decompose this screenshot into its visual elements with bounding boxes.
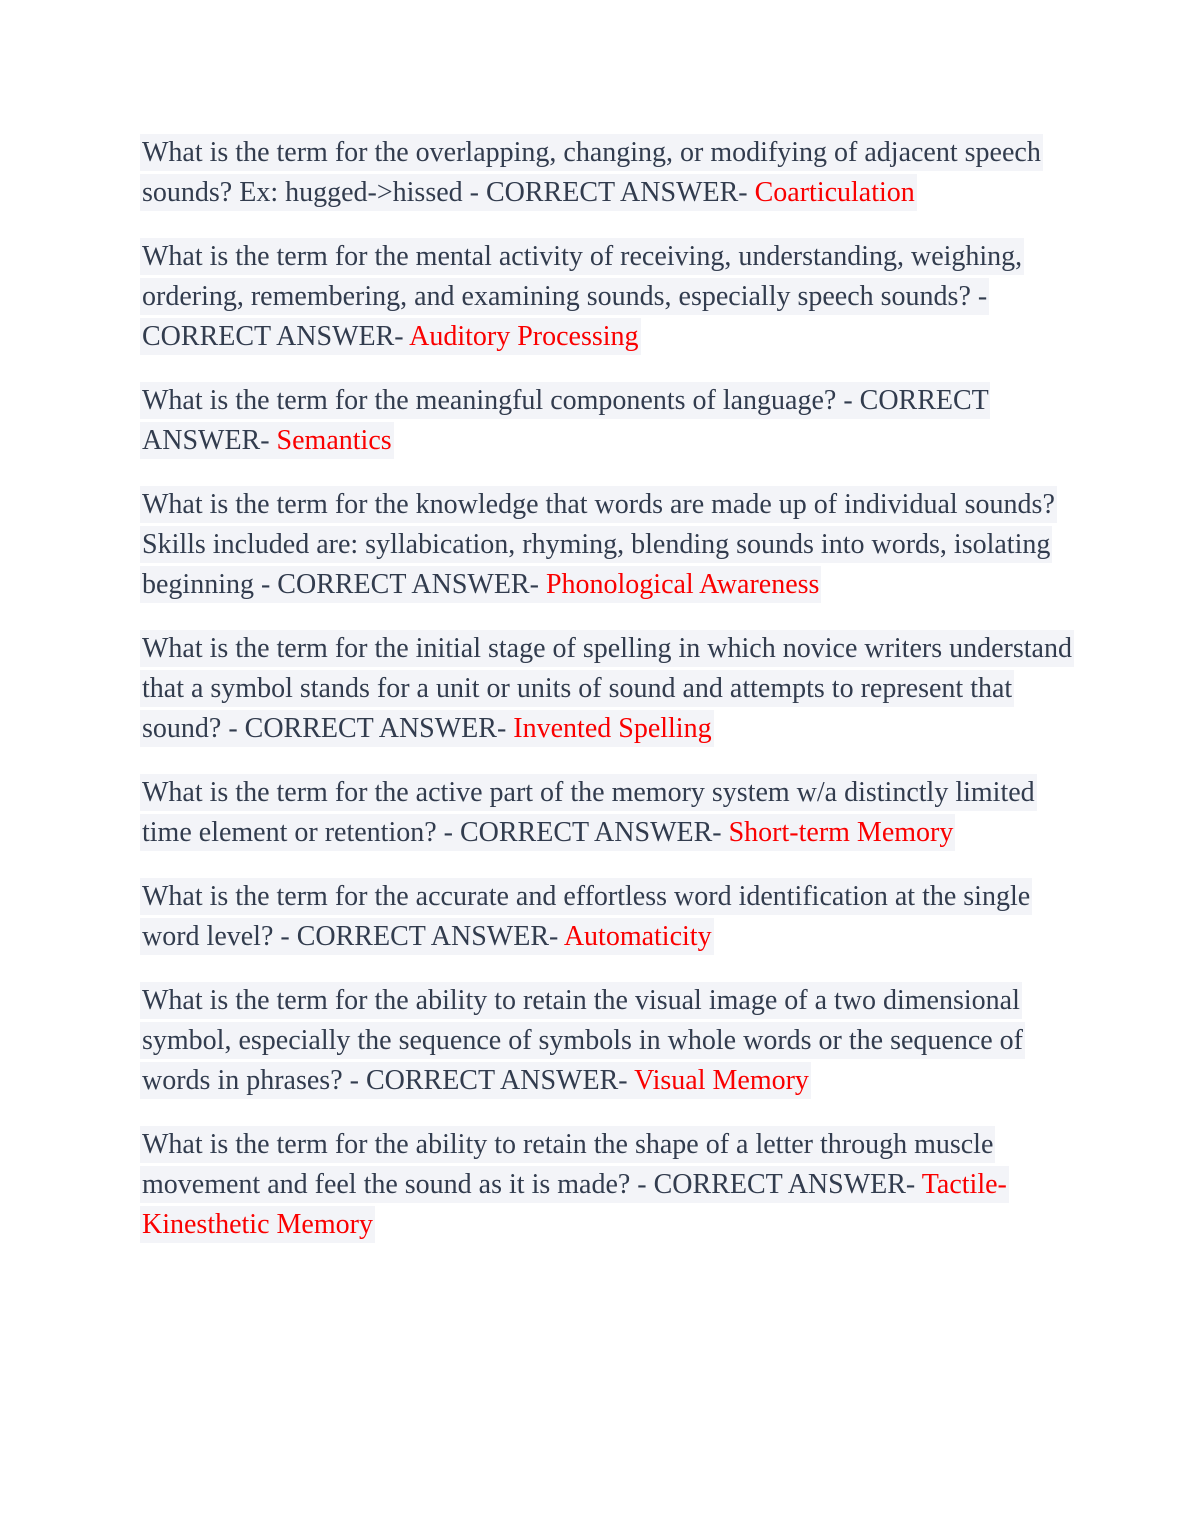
highlighted-text <box>140 982 1025 1099</box>
highlighted-text <box>140 774 1037 851</box>
answer-text: Invented Spelling <box>513 713 712 744</box>
highlighted-text <box>140 878 1032 955</box>
question-text: What is the term for the overlapping, changing, or modifying of adjacent speech sounds? Ex: hugged->hissed - CORRECT ANSWER- <box>142 137 1041 208</box>
document-content <box>140 133 1080 1245</box>
answer-text: Short-term Memory <box>728 817 954 848</box>
qa-item <box>140 773 1080 853</box>
answer-text: Coarticulation <box>754 177 915 208</box>
highlighted-text <box>140 134 1043 211</box>
qa-item <box>140 1125 1080 1245</box>
highlighted-text <box>140 382 990 459</box>
question-text: What is the term for the knowledge that words are made up of individual sounds? Skills included are: syllabication, rhyming, blending sounds into words, isolating beginning - CORRECT ANSWER- <box>142 489 1055 600</box>
answer-text: Visual Memory <box>634 1065 809 1096</box>
highlighted-text <box>140 486 1057 603</box>
question-text: What is the term for the accurate and effortless word identification at the single word level? - CORRECT ANSWER- <box>142 881 1031 952</box>
qa-item <box>140 133 1080 213</box>
qa-item <box>140 485 1080 605</box>
qa-item <box>140 981 1080 1101</box>
highlighted-text <box>140 1126 1009 1243</box>
answer-text: Phonological Awareness <box>545 569 820 600</box>
question-text: What is the term for the ability to retain the shape of a letter through muscle movement and feel the sound as it is made? - CORRECT ANSWER- <box>142 1129 994 1200</box>
answer-text: Auditory Processing <box>409 321 639 352</box>
answer-text: Tactile-Kinesthetic Memory <box>142 1169 1007 1240</box>
qa-item <box>140 877 1080 957</box>
highlighted-text <box>140 238 1024 355</box>
question-text: What is the term for the active part of the memory system w/a distinctly limited time element or retention? - CORRECT ANSWER- <box>142 777 1035 848</box>
qa-item <box>140 381 1080 461</box>
question-text: What is the term for the ability to retain the visual image of a two dimensional symbol, especially the sequence of symbols in whole words or the sequence of words in phrases? - CORRECT ANSWER- <box>142 985 1024 1096</box>
highlighted-text <box>140 630 1074 747</box>
question-text: What is the term for the initial stage of spelling in which novice writers understand that a symbol stands for a unit or units of sound and attempts to represent that sound? - CORRECT ANSWER- <box>142 633 1072 744</box>
question-text: What is the term for the mental activity of receiving, understanding, weighing, ordering, remembering, and examining sounds, especially speech sounds? - CORRECT ANSWER- <box>142 241 1023 352</box>
answer-text: Automaticity <box>563 921 712 952</box>
question-text: What is the term for the meaningful components of language? - CORRECT ANSWER- <box>142 385 989 456</box>
qa-item <box>140 629 1080 749</box>
answer-text: Semantics <box>276 425 392 456</box>
qa-item <box>140 237 1080 357</box>
